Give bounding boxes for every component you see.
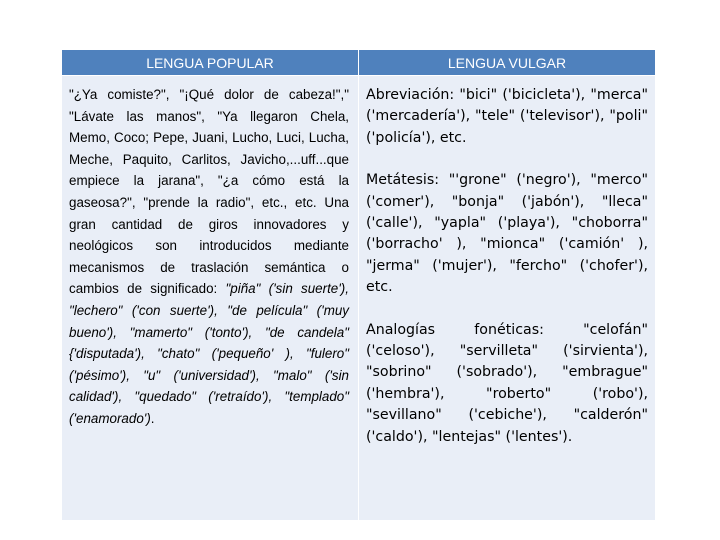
cell-lengua-vulgar — [359, 76, 656, 521]
vulgar-paragraph-analogias: Analogías fonéticas: "celofán" ('celoso'), "servilleta" ('sirvienta'), "sobrino" ('sobrado'), "embrague" ('hembra'), "roberto" ('robo'), "sevillano" ('cebiche'), "calderón" ('caldo'), "lentejas" ('lentes'). — [366, 321, 648, 445]
comparison-table — [61, 49, 656, 521]
cell-lengua-popular — [62, 76, 359, 521]
vulgar-paragraph-metatesis: Metátesis: "'grone" ('negro'), "merco" ('comer'), "bonja" ('jabón'), "lleca" ('calle'), "yapla" ('playa'), "choborra" ('borracho' ), "mionca" ('camión' ), "jerma" ('mujer'), "fercho" ('chofer'), etc. — [366, 172, 648, 296]
popular-paragraph — [69, 84, 349, 430]
header-lengua-popular: LENGUA POPULAR — [62, 50, 359, 76]
body-row — [62, 76, 656, 521]
vulgar-paragraph-abreviacion: Abreviación: "bici" ('bicicleta'), "merca" ('mercadería'), "tele" ('televisor'), "poli" ('policía'), etc. — [366, 87, 648, 146]
popular-text-end: . — [150, 410, 155, 426]
popular-text-italic: "piña" ('sin suerte'), "lechero" ('con suerte'), "de película" ('muy bueno'), "mamerto" ('tonto'), "de candela"{'disputada'), "chato" ('pequeño' ), "fulero" ('pésimo'), "u" ('universidad'), "malo" ('sin calidad'), "quedado" ('retraído'), "templado" ('enamorado') — [69, 281, 349, 426]
popular-text-regular: "¿Ya comiste?", "¡Qué dolor de cabeza!"," "Lávate las manos", "Ya llegaron Chela, Memo, Coco; Pepe, Juani, Lucho, Luci, Lucha, Meche, Paquito, Carlitos, Javicho,...uff...que empiece la jarana", "¿a cómo está la gaseosa?", "prende la radio", etc., etc. Una gran cantidad de giros innovadores y neológicos son introducidos mediante mecanismos de traslación semántica o cambios de significado: — [69, 87, 349, 297]
header-lengua-vulgar: LENGUA VULGAR — [359, 50, 656, 76]
header-row — [62, 50, 656, 76]
